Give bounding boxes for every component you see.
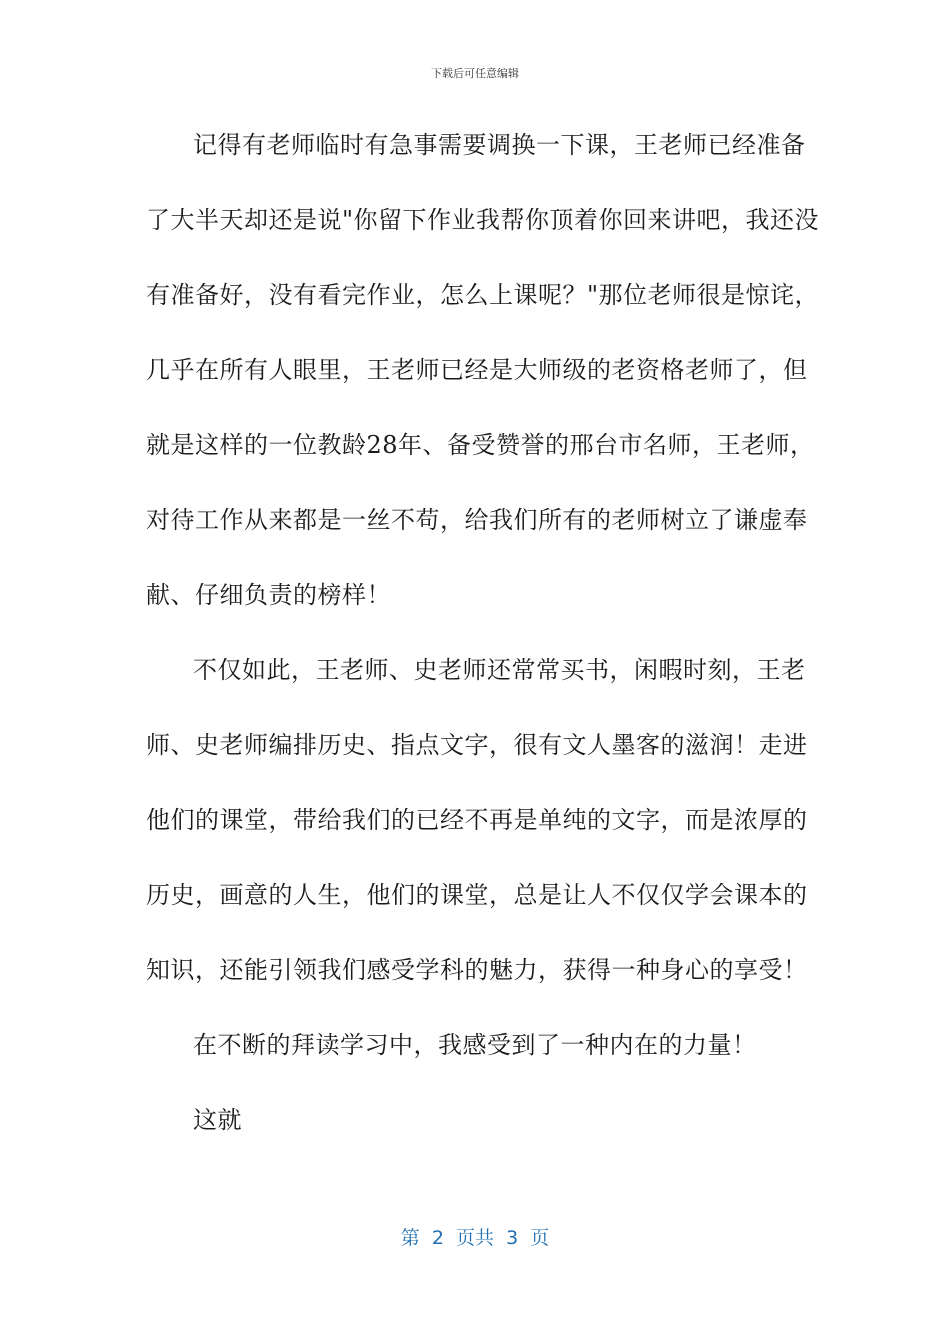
page-number-footer: 第 2 页共 3 页 [400, 1227, 550, 1249]
paragraph-line: 几乎在所有人眼里，王老师已经是大师级的老资格老师了，但 [146, 356, 808, 384]
paragraph-line: 有准备好，没有看完作业，怎么上课呢？"那位老师很是惊诧， [146, 281, 820, 309]
page-header: 下载后可任意编辑 [431, 67, 519, 80]
paragraph-line: 他们的课堂，带给我们的已经不再是单纯的文字，而是浓厚的 [146, 806, 808, 834]
paragraph-line: 就是这样的一位教龄28年、备受赞誉的邢台市名师，王老师， [146, 431, 815, 459]
paragraph-line: 了大半天却还是说"你留下作业我帮你顶着你回来讲吧，我还没 [146, 206, 820, 234]
paragraph-line: 师、史老师编排历史、指点文字，很有文人墨客的滋润！走进 [146, 731, 808, 759]
document-body [146, 126, 820, 1176]
paragraph-line: 历史，画意的人生，他们的课堂，总是让人不仅仅学会课本的 [146, 881, 808, 909]
paragraph-line: 献、仔细负责的榜样！ [146, 581, 391, 609]
paragraph-line: 这就 [193, 1106, 242, 1134]
paragraph-line: 不仅如此，王老师、史老师还常常买书，闲暇时刻，王老 [193, 656, 806, 684]
paragraph-line: 记得有老师临时有急事需要调换一下课，王老师已经准备 [193, 131, 806, 159]
paragraph-line: 对待工作从来都是一丝不苟，给我们所有的老师树立了谦虚奉 [146, 506, 808, 534]
paragraph-line: 在不断的拜读学习中，我感受到了一种内在的力量！ [193, 1031, 757, 1059]
paragraph-line: 知识，还能引领我们感受学科的魅力，获得一种身心的享受！ [146, 956, 808, 984]
